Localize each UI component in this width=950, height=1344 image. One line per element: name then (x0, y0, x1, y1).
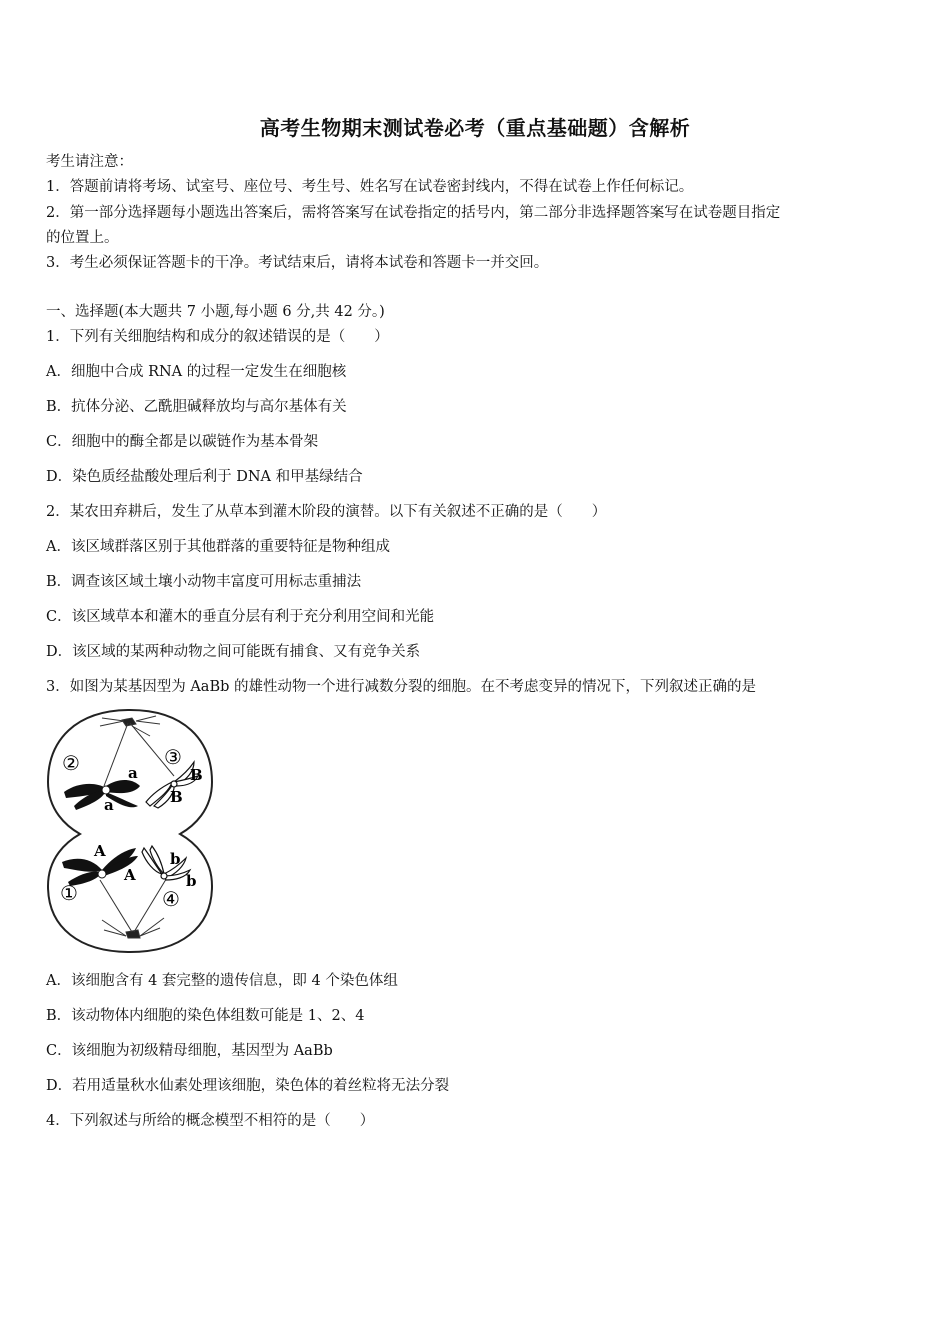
question-option: A．细胞中合成 RNA 的过程一定发生在细胞核 (46, 364, 347, 380)
label-4: ④ (162, 887, 180, 911)
notice-heading: 考生请注意： (46, 154, 133, 170)
label-2: ② (62, 751, 80, 775)
question-option: A．该细胞含有 4 套完整的遗传信息，即 4 个染色体组 (46, 973, 398, 989)
question-option: C．该细胞为初级精母细胞，基因型为 AaBb (46, 1043, 333, 1059)
gene-a: a (104, 796, 114, 814)
label-1: ① (60, 881, 78, 905)
question-stem: 4．下列叙述与所给的概念模型不相符的是（ ） (46, 1113, 375, 1129)
section-heading: 一、选择题(本大题共 7 小题,每小题 6 分,共 42 分。) (46, 304, 385, 320)
question-option: C．该区域草本和灌木的垂直分层有利于充分利用空间和光能 (46, 609, 435, 625)
notice-item: 3．考生必须保证答题卡的干净。考试结束后，请将本试卷和答题卡一并交回。 (46, 255, 549, 271)
chromosome-2 (64, 780, 140, 810)
question-stem: 3．如图为某基因型为 AaBb 的雄性动物一个进行减数分裂的细胞。在不考虑变异的情况下，下列叙述正确的是 (46, 679, 756, 695)
chromosome-4 (142, 846, 190, 880)
notice-item: 2．第一部分选择题每小题选出答案后，需将答案写在试卷指定的括号内，第二部分非选择题答案写在试卷题目指定 (46, 205, 781, 221)
question-option: D．该区域的某两种动物之间可能既有捕食、又有竞争关系 (46, 644, 421, 660)
meiosis-cell-figure (44, 706, 216, 954)
bottom-spindle (100, 876, 168, 938)
question-stem: 1．下列有关细胞结构和成分的叙述错误的是（ ） (46, 329, 389, 345)
gene-A: A (94, 842, 106, 860)
gene-B: B (190, 766, 203, 784)
question-option: B．调查该区域土壤小动物丰富度可用标志重捕法 (46, 574, 362, 590)
page-title: 高考生物期末测试卷必考（重点基础题）含解析 (259, 116, 691, 140)
question-option: B．抗体分泌、乙酰胆碱释放均与高尔基体有关 (46, 399, 347, 415)
question-option: A．该区域群落区别于其他群落的重要特征是物种组成 (46, 539, 390, 555)
gene-b: b (170, 850, 181, 868)
figure-number-labels (60, 745, 182, 911)
notice-item: 1．答题前请将考场、试室号、座位号、考生号、姓名写在试卷密封线内，不得在试卷上作任何标记。 (46, 179, 694, 195)
gene-B: B (170, 788, 183, 806)
question-option: C．细胞中的酶全都是以碳链作为基本骨架 (46, 434, 319, 450)
question-option: D．若用适量秋水仙素处理该细胞，染色体的着丝粒将无法分裂 (46, 1078, 450, 1094)
question-option: B．该动物体内细胞的染色体组数可能是 1、2、4 (46, 1008, 365, 1024)
cell-membrane (48, 710, 212, 952)
label-3: ③ (164, 745, 182, 769)
question-stem: 2．某农田弃耕后，发生了从草本到灌木阶段的演替。以下有关叙述不正确的是（ ） (46, 504, 607, 520)
gene-A: A (124, 866, 136, 884)
gene-a: a (128, 764, 138, 782)
gene-b: b (186, 872, 197, 890)
question-option: D．染色质经盐酸处理后利于 DNA 和甲基绿结合 (46, 469, 363, 485)
notice-item: 的位置上。 (46, 230, 119, 246)
